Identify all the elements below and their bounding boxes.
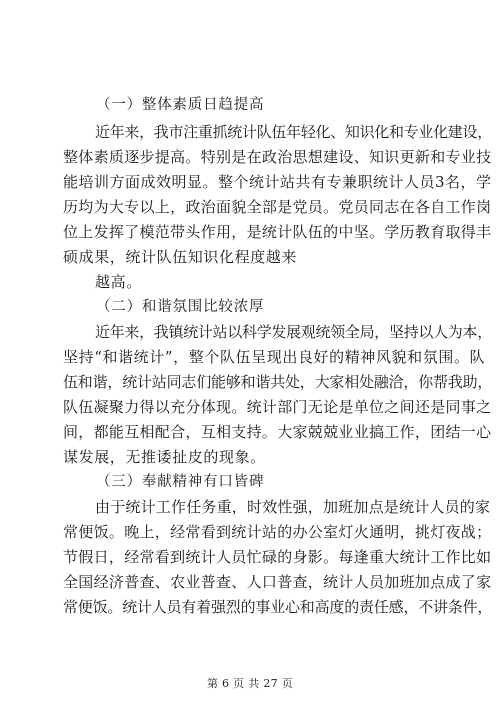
paragraph-line: 间，都能互相配合，互相支持。大家兢兢业业搞工作，团结一心 xyxy=(63,423,492,441)
paragraph-line: 近年来，我市注重抓统计队伍年轻化、知识化和专业化建设， xyxy=(95,123,492,141)
paragraph-line: 全国经济普查、农业普查、人口普查，统计人员加班加点成了家 xyxy=(63,573,492,591)
paragraph-line: 谋发展，无推诿扯皮的现象。 xyxy=(63,448,266,466)
section-heading-3: （三）奉献精神有口皆碑 xyxy=(96,474,265,490)
paragraph-line: 硕成果，统计队伍知识化程度越来 xyxy=(63,248,298,266)
paragraph-line: 近年来，我镇统计站以科学发展观统领全局，坚持以人为本， xyxy=(95,323,492,341)
paragraph-line: 位上发挥了模范带头作用，是统计队伍的中坚。学历教育取得丰 xyxy=(63,223,492,241)
paragraph-line: 常便饭。统计人员有着强烈的事业心和高度的责任感，不讲条件， xyxy=(63,598,493,616)
paragraph-line: 伍和谐，统计站同志们能够和谐共处，大家相处融洽，你帮我助， xyxy=(63,373,493,391)
paragraph-line: 能培训方面成效明显。整个统计站共有专兼职统计人员3名，学 xyxy=(63,173,492,191)
paragraph-line: 整体素质逐步提高。特别是在政治思想建设、知识更新和专业技 xyxy=(63,148,492,166)
paragraph-line: 队伍凝聚力得以充分体现。统计部门无论是单位之间还是同事之 xyxy=(63,398,492,416)
paragraph-line: 节假日，经常看到统计人员忙碌的身影。每逢重大统计工作比如 xyxy=(63,548,492,566)
paragraph-line: 历均为大专以上，政治面貌全部是党员。党员同志在各自工作岗 xyxy=(63,198,492,216)
section-heading-1: （一）整体素质日趋提高 xyxy=(96,97,265,113)
paragraph-line: 由于统计工作任务重，时效性强，加班加点是统计人员的家 xyxy=(95,498,491,516)
paragraph-line: 常便饭。晚上，经常看到统计站的办公室灯火通明，挑灯夜战； xyxy=(63,523,492,541)
paragraph-line: 坚持“和谐统计”，整个队伍呈现出良好的精神风貌和氛围。队 xyxy=(63,348,486,366)
page-number-footer: 第 6 页 共 27 页 xyxy=(206,677,294,690)
paragraph-line: 越高。 xyxy=(95,273,142,291)
section-heading-2: （二）和谐氛围比较浓厚 xyxy=(96,299,265,315)
